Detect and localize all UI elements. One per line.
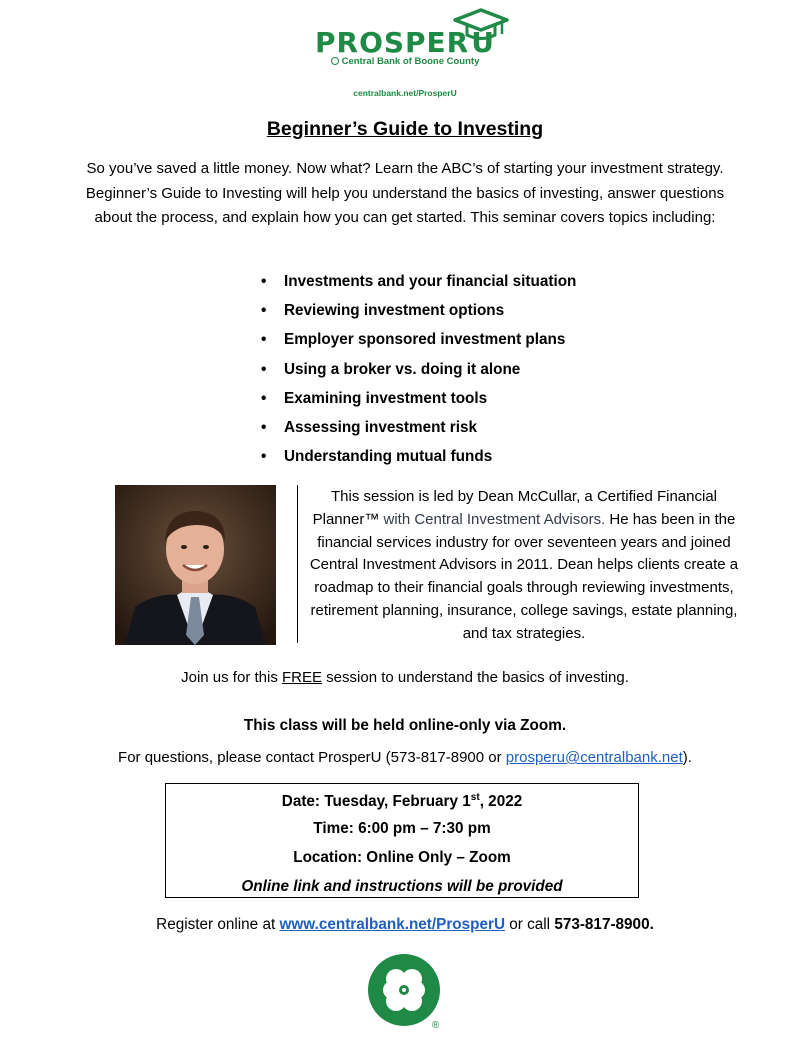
email-link[interactable]: prosperu@centralbank.net <box>505 749 683 766</box>
topics-list <box>258 270 576 474</box>
bullet-icon: • <box>261 273 267 290</box>
speaker-bio: This session is led by Dean McCullar, a Certified Financial Planner™ with Central Investment Advisors. He has been in the financial services industry for over seventeen years and joined Central Investment Advisors in 2011. Dean helps clients create a roadmap to their financial goals through reviewing investments, retirement planning, insurance, college savings, estate planning, and tax strategies. <box>309 488 739 642</box>
graduation-cap-icon <box>453 8 509 48</box>
register-line: Register online at www.centralbank.net/ProsperU or call 573-817-8900. <box>156 916 654 933</box>
list-item: • Employer sponsored investment plans <box>258 328 576 357</box>
bank-name-line <box>0 56 810 67</box>
bank-mark-icon <box>331 57 339 65</box>
register-link[interactable]: www.centralbank.net/ProsperU <box>279 916 505 933</box>
list-item: • Understanding mutual funds <box>258 445 576 474</box>
prosper-logo <box>0 26 810 59</box>
event-details-box <box>165 783 639 898</box>
speaker-photo <box>115 485 276 645</box>
registered-mark: ® <box>432 1020 440 1031</box>
free-emphasis: FREE <box>282 669 323 686</box>
list-item: • Investments and your financial situation <box>258 270 576 299</box>
intro-paragraph: So you’ve saved a little money. Now what? Learn the ABC’s of starting your investment strategy. Beginner’s Guide to Investing will help you understand the basics of investing, answer questions about the process, and explain how you can get started. This seminar covers topics including: <box>85 160 725 226</box>
bullet-icon: • <box>261 360 267 378</box>
list-item: • Examining investment tools <box>258 387 576 416</box>
event-time: Time: 6:00 pm – 7:30 pm <box>313 820 491 837</box>
logo-letter: U <box>471 26 495 59</box>
list-item: • Using a broker vs. doing it alone <box>258 358 576 387</box>
bullet-icon: • <box>261 389 267 407</box>
event-note: Online link and instructions will be provided <box>241 878 563 895</box>
event-location: Location: Online Only – Zoom <box>293 849 511 866</box>
logo-wordmark: PROSPER <box>314 26 470 59</box>
clover-logo-icon <box>366 952 446 1032</box>
bullet-icon: • <box>261 302 267 320</box>
event-date: Date: Tuesday, February 1st, 2022 <box>281 792 523 811</box>
list-item: • Assessing investment risk <box>258 416 576 445</box>
bullet-icon: • <box>261 418 267 436</box>
bullet-icon: • <box>261 448 267 466</box>
divider <box>297 485 298 643</box>
list-item: • Reviewing investment options <box>258 299 576 328</box>
contact-line: For questions, please contact ProsperU (573-817-8900 or prosperu@centralbank.net). <box>118 749 692 766</box>
bank-name: Central Bank of Boone County <box>341 56 480 67</box>
header-url[interactable]: centralbank.net/ProsperU <box>353 88 457 98</box>
join-line: Join us for this FREE session to understand the basics of investing. <box>181 669 629 686</box>
phone-number: 573-817-8900. <box>554 916 654 933</box>
bullet-icon: • <box>261 331 267 349</box>
online-only-note: This class will be held online-only via Zoom. <box>243 717 567 734</box>
page-title: Beginner’s Guide to Investing <box>266 118 544 140</box>
